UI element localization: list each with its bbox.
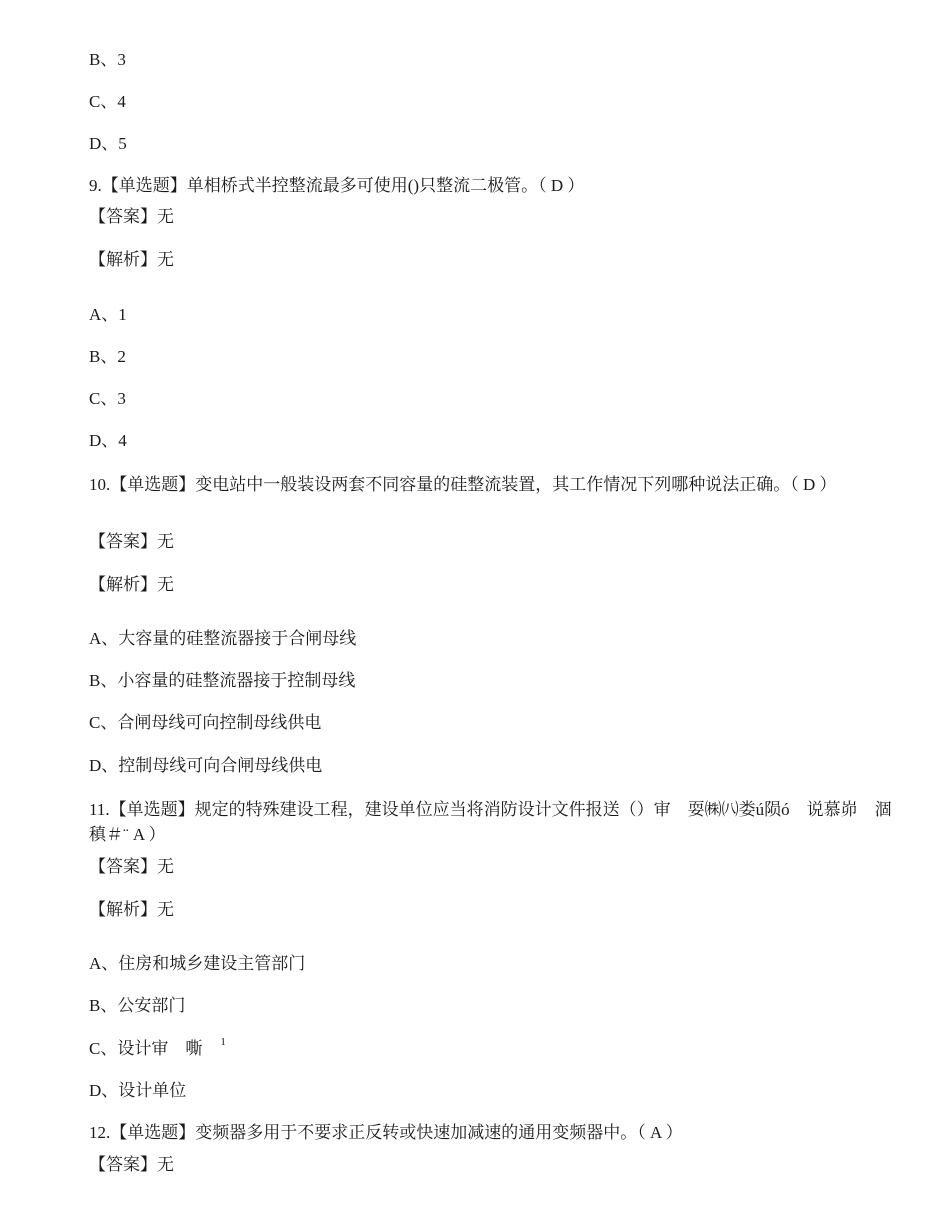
q10-analysis: 【解析】无 bbox=[89, 575, 174, 594]
q10-option-d: D、控制母线可向合闸母线供电 bbox=[89, 756, 323, 775]
q10-question: 10.【单选题】变电站中一般装设两套不同容量的硅整流装置，其工作情况下列哪种说法正确。（ D ） bbox=[89, 475, 837, 494]
q11-option-c bbox=[89, 1036, 226, 1062]
q11-option-a: A、住房和城乡建设主管部门 bbox=[89, 954, 306, 973]
q11-option-c-text: C、设计审 嘶 bbox=[89, 1039, 203, 1058]
q9-option-c: C、3 bbox=[89, 389, 126, 408]
q12-answer: 【答案】无 bbox=[89, 1155, 174, 1174]
q12-question: 12.【单选题】变频器多用于不要求正反转或快速加减速的通用变频器中。（ A ） bbox=[89, 1123, 683, 1142]
q11-option-d: D、设计单位 bbox=[89, 1081, 187, 1100]
q10-option-b: B、小容量的硅整流器接于控制母线 bbox=[89, 671, 356, 690]
q11-option-c-superscript: 1 bbox=[220, 1036, 226, 1048]
q8-option-b: B、3 bbox=[89, 50, 126, 69]
q11-option-b: B、公安部门 bbox=[89, 996, 186, 1015]
q9-analysis: 【解析】无 bbox=[89, 250, 174, 269]
q10-option-a: A、大容量的硅整流器接于合闸母线 bbox=[89, 629, 357, 648]
q10-option-c: C、合闸母线可向控制母线供电 bbox=[89, 713, 322, 732]
q8-option-c: C、4 bbox=[89, 92, 126, 111]
q9-question: 9.【单选题】单相桥式半控整流最多可使用()只整流二极管。（ D ） bbox=[89, 176, 585, 195]
q9-option-d: D、4 bbox=[89, 431, 127, 450]
q10-answer: 【答案】无 bbox=[89, 532, 174, 551]
q11-question: 11.【单选题】规定的特殊建设工程，建设单位应当将消防设计文件报送（）审 耍㈱㈧娄ú陨ó 说慕峁 涸稹＃¨ A ） bbox=[89, 800, 892, 844]
q8-option-d: D、5 bbox=[89, 134, 127, 153]
q11-answer: 【答案】无 bbox=[89, 857, 174, 876]
q9-option-b: B、2 bbox=[89, 347, 126, 366]
q11-analysis: 【解析】无 bbox=[89, 900, 174, 919]
q9-answer: 【答案】无 bbox=[89, 207, 174, 226]
q9-option-a: A、1 bbox=[89, 305, 127, 324]
